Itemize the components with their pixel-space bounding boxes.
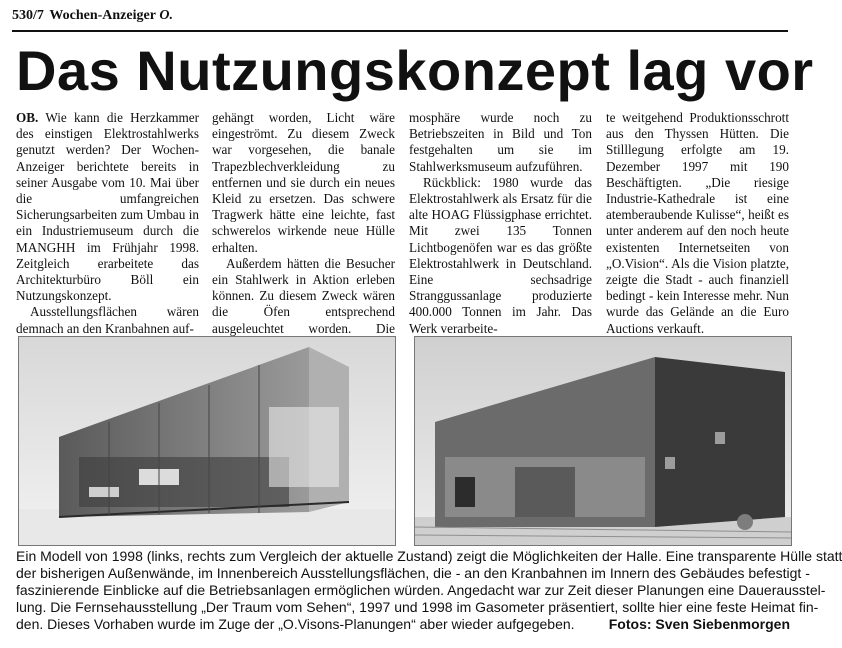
paragraph-text: Wie kann die Herzkammer des einstigen Elektrostahlwerks genutzt werden? Der Wochen-Anzeiger berichtete bereits in seiner Ausgabe vom 10. Mai über die umfangreichen Sicherungsarbeiten zum Umbau in ein Industriemuseum durch die MANGHH im Frühjahr 1998. Zeitgleich erarbeitete das Architekturbüro Böll ein Nutzungskonzept. (16, 110, 199, 304)
paragraph: gehängt worden, Licht wäre eingeströmt. Zu diesem Zweck war vorgesehen, die banale Trapezblechverkleidung zu entfernen und sie durch ein neues Kleid zu ersetzen. Das schwere Tragwerk hätte eine leichte, fast schwerelos wirkende neue Hülle erhalten. (212, 110, 395, 255)
caption-line: faszinierende Einblicke auf die Betriebsanlagen ermöglichen würden. Angedacht war zur Zeit dieser Planungen eine Dauerausstel- (16, 582, 826, 598)
photo-caption (16, 548, 842, 644)
article-column-3 (409, 110, 592, 338)
paragraph (16, 110, 199, 304)
paragraph: Rückblick: 1980 wurde das Elektrostahlwerk als Ersatz für die alte HOAG Flüssigphase errichtet. Mit zwei 135 Tonnen Lichtbogenöfen war es das größte Elektrostahlwerk in Deutschland. Eine sechsadrige Stranggussanlage produzierte 400.000 Tonnen im Jahr. Das Werk verarbeite- (409, 174, 592, 336)
paragraph: mosphäre wurde noch zu Betriebszeiten in Bild und Ton festgehalten um sie im Stahlwerksmuseum aufzuführen. (409, 110, 592, 174)
headline: Das Nutzungskonzept lag vor (16, 39, 814, 102)
article-columns (16, 110, 788, 338)
caption-line: der bisherigen Außenwände, im Innenbereich Ausstellungsflächen, die - an den Kranbahnen im Innern des Gebäudes befestigt - (16, 565, 810, 581)
paragraph: te weitgehend Produktionsschrott aus den Thyssen Hütten. Die Stilllegung erfolgte am 19. Dezember 1997 mit 190 Beschäftigten. „Die riesige Industrie-Kathedrale ist eine atemberaubende Kulisse“, heißt es unter anderem auf den noch heute existenten Internetseiten von „O.Vision“. Als die Vision platzte, zeigte die Stadt - auch finanziell bedingt - kein Interesse mehr. Nun wurde das Gelände an die Euro Auctions verkauft. (606, 110, 789, 336)
steelworks-hall-drawing (415, 337, 791, 545)
model-photo-drawing (19, 337, 395, 545)
article-column-2 (212, 110, 395, 338)
photo-row (18, 336, 792, 544)
page-number: 530/7 (12, 8, 44, 23)
page-header (12, 8, 788, 32)
caption-line: den. Dieses Vorhaben wurde im Zuge der „O.Visons-Planungen“ aber wieder aufgegeben. (16, 616, 575, 632)
model-photo (18, 336, 396, 546)
header-rule (12, 30, 788, 32)
publication-mark: O. (159, 8, 174, 23)
paragraph: Ausstellungsflächen wären demnach an den Kranbahnen auf- (16, 304, 199, 336)
article-column-1 (16, 110, 199, 338)
photo-credit: Fotos: Sven Siebenmorgen (608, 616, 790, 632)
article-lead: OB. (16, 110, 39, 125)
caption-line: Ein Modell von 1998 (links, rechts zum Vergleich der aktuelle Zustand) zeigt die Möglichkeiten der Halle. Eine transparente Hülle statt (16, 548, 842, 564)
caption-line: lung. Die Fernsehausstellung „Der Traum vom Sehen“, 1997 und 1998 im Gasometer präsentiert, sollte hier eine feste Heimat fin- (16, 599, 819, 615)
article-column-4 (606, 110, 789, 338)
steelworks-hall-photo (414, 336, 792, 546)
paragraph: Außerdem hätten die Besucher ein Stahlwerk in Aktion erleben können. Zu diesem Zweck wären die Öfen entsprechend ausgeleuchtet worden. Die (212, 255, 395, 336)
publication-name: Wochen-Anzeiger (49, 8, 156, 23)
